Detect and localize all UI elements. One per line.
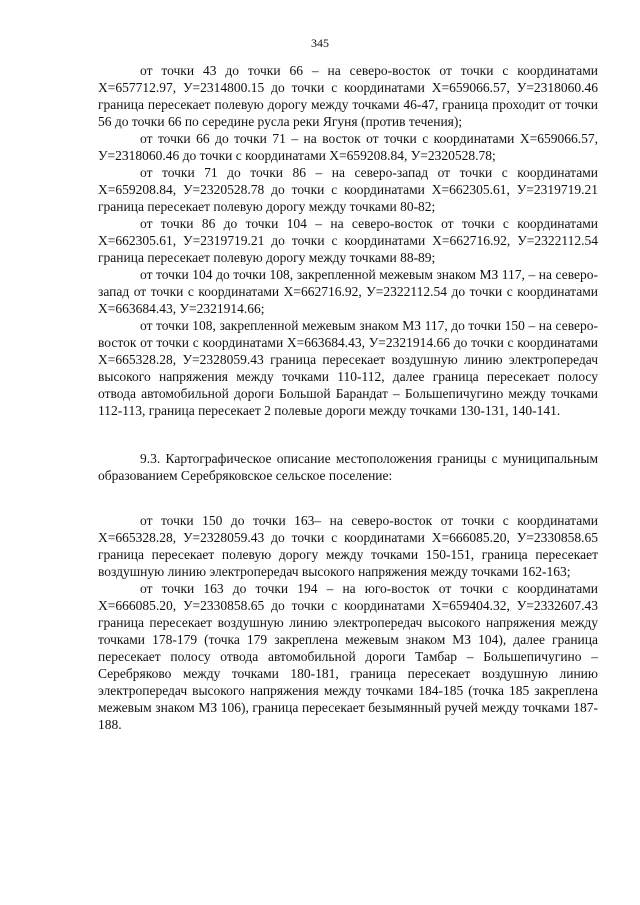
paragraph-segment-150-163: от точки 150 до точки 163– на северо-восток от точки с координатами Х=665328.28, У=2328059.43 до точки с координатами Х=666085.20, У=2330858.65 граница пересекает полевую дорогу между точками 150-151, граница пересекает воздушную линию электропередач высокого напряжения между точками 162-163;	[98, 513, 598, 579]
paragraph-segment-163-194: от точки 163 до точки 194 – на юго-восток от точки с координатами Х=666085.20, У=2330858.65 до точки с координатами Х=659404.32, У=2332607.43 граница пересекает воздушную линию электропередач высокого напряжения между точками 178-179 (точка 179 закреплена межевым знаком МЗ 104), далее граница пересекает полосу отвода автомобильной дороги Тамбар – Большепичугино – Серебряково между точками 180-181, граница пересекает воздушную линию электропередач высокого напряжения между точками 184-185 (точка 185 закреплена межевым знаком МЗ 106), граница пересекает безымянный ручей между точками 187-188.	[98, 581, 598, 732]
paragraph-segment-86-104: от точки 86 до точки 104 – на северо-восток от точки с координатами Х=662305.61, У=2319719.21 до точки с координатами Х=662716.92, У=2322112.54 граница пересекает полевую дорогу между точками 88-89;	[98, 216, 598, 265]
paragraph-segment-108-150: от точки 108, закрепленной межевым знаком МЗ 117, до точки 150 – на северо-восток от точки с координатами Х=663684.43, У=2321914.66 до точки с координатами Х=665328.28, У=2328059.43 граница пересекает воздушную линию электропередач высокого напряжения между точками 110-112, далее граница пересекает полосу отвода автомобильной дороги Большой Барандат – Большепичугино между точками 112-113, граница пересекает 2 полевые дороги между точками 130-131, 140-141.	[98, 318, 598, 418]
page-number: 345	[311, 36, 329, 50]
paragraph-segment-104-108: от точки 104 до точки 108, закрепленной межевым знаком МЗ 117, – на северо-запад от точки с координатами Х=662716.92, У=2322112.54 до точки с координатами Х=663684.43, У=2321914.66;	[98, 267, 598, 316]
paragraph-segment-43-66: от точки 43 до точки 66 – на северо-восток от точки с координатами Х=657712.97, У=2314800.15 до точки с координатами Х=659066.57, У=2318060.46 граница пересекает полевую дорогу между точками 46-47, граница проходит от точки 56 до точки 66 по середине русла реки Ягуня (против течения);	[98, 63, 598, 129]
section-heading-9-3: 9.3. Картографическое описание местоположения границы с муниципальным образованием Серебряковское сельское поселение:	[98, 451, 598, 483]
paragraph-segment-71-86: от точки 71 до точки 86 – на северо-запад от точки с координатами Х=659208.84, У=2320528.78 до точки с координатами Х=662305.61, У=2319719.21 граница пересекает полевую дорогу между точками 80-82;	[98, 165, 598, 214]
document-body	[98, 62, 598, 733]
paragraph-segment-66-71: от точки 66 до точки 71 – на восток от точки с координатами Х=659066.57, У=2318060.46 до точки с координатами Х=659208.84, У=2320528.78;	[98, 131, 598, 163]
